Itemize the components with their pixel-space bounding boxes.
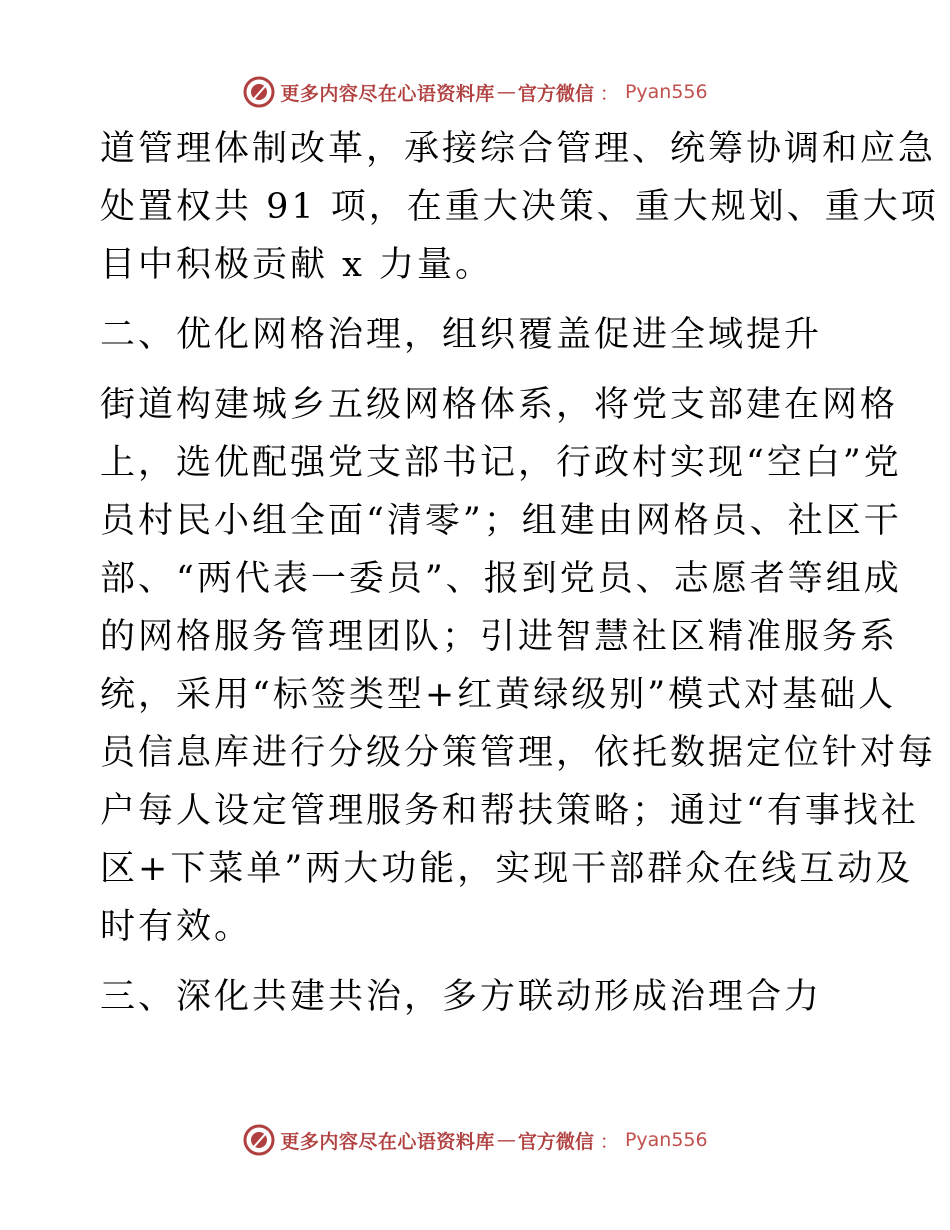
- banner-main-text: 更多内容尽在心语资料库: [280, 82, 495, 105]
- text-line: 道管理体制改革，承接综合管理、统筹协调和应急: [100, 129, 937, 169]
- text-line: 的网格服务管理团队；引进智慧社区精准服务系: [100, 617, 899, 657]
- banner-main-text: 更多内容尽在心语资料库: [280, 1130, 495, 1153]
- banner-wechat-label: 官方微信: [517, 82, 594, 105]
- text-line: 区+下菜单”两大功能，实现干部群众在线互动及: [100, 849, 914, 889]
- header-watermark: [0, 72, 950, 112]
- banner-wechat-label: 官方微信: [517, 1130, 594, 1153]
- document-body: [100, 120, 939, 1026]
- brand-logo-icon: [242, 1123, 276, 1157]
- banner-wechat-handle: Pyan556: [624, 1129, 708, 1151]
- section-heading-2: 二、优化网格治理，组织覆盖促进全域提升: [100, 315, 823, 355]
- banner-colon: ：: [599, 82, 619, 105]
- text-line: 员信息库进行分级分策管理，依托数据定位针对每: [100, 733, 937, 773]
- banner-separator: —: [496, 81, 516, 103]
- banner-wechat-handle: Pyan556: [624, 81, 708, 103]
- text-line: 户每人设定管理服务和帮扶策略；通过“有事找社: [100, 791, 919, 831]
- text-line: 街道构建城乡五级网格体系，将党支部建在网格: [100, 385, 899, 425]
- text-line: 上，选优配强党支部书记，行政村实现“空白”党: [100, 443, 902, 483]
- text-line: 目中积极贡献 x 力量。: [100, 245, 493, 285]
- text-line: 处置权共 91 项，在重大决策、重大规划、重大项: [100, 187, 939, 227]
- text-line: 统，采用“标签类型+红黄绿级别”模式对基础人: [100, 675, 897, 715]
- text-line: 部、“两代表一委员”、报到党员、志愿者等组成: [100, 559, 902, 599]
- section-heading-3: 三、深化共建共治，多方联动形成治理合力: [100, 977, 823, 1017]
- text-line: 时有效。: [100, 907, 253, 947]
- brand-logo-icon: [242, 75, 276, 109]
- banner-separator: —: [496, 1129, 516, 1151]
- footer-watermark: [0, 1120, 950, 1160]
- banner-colon: ：: [599, 1130, 619, 1153]
- text-line: 员村民小组全面“清零”；组建由网格员、社区干: [100, 501, 902, 541]
